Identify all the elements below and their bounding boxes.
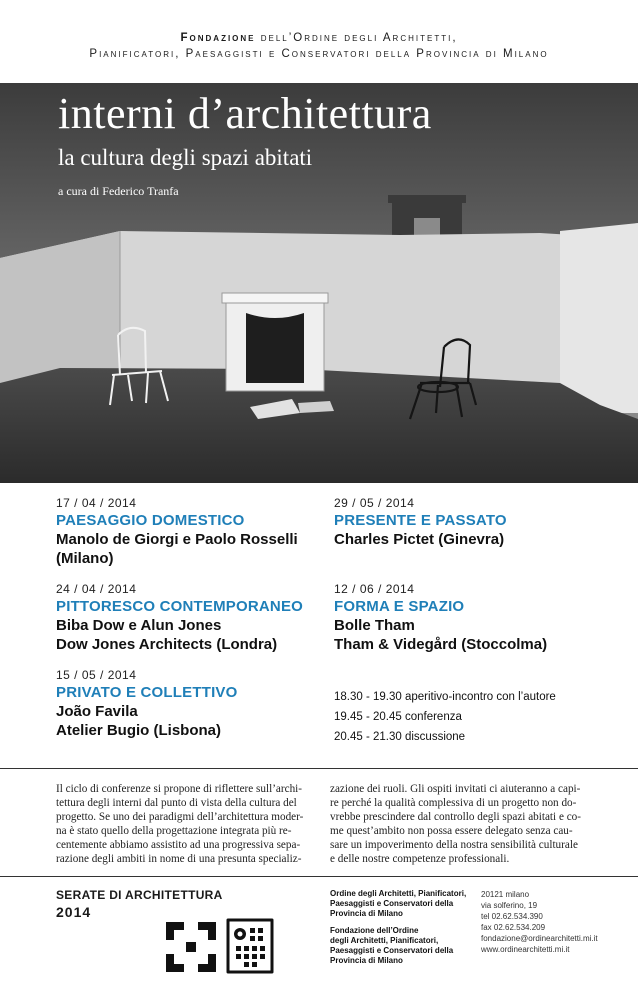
description-line: sare un impoverimento della nostra sensibilità culturale (330, 839, 578, 852)
footer-rule (0, 876, 638, 877)
event-item (334, 582, 547, 655)
fondazione-logo-icon (226, 918, 274, 974)
contact-city: 20121 milano (481, 890, 530, 899)
description-column-right (330, 782, 602, 867)
event-topic: PRESENTE E PASSATO (334, 512, 507, 529)
header-line-2: Pianificatori, Paesaggisti e Conservatori della Provincia di Milano (89, 48, 549, 60)
event-date: 15 / 05 / 2014 (56, 668, 137, 682)
event-topic: FORMA E SPAZIO (334, 598, 465, 615)
hero-photo (0, 83, 638, 483)
description-line: re perché la qualità complessiva di un progetto non do- (330, 797, 577, 810)
rooftop-photo-illustration (0, 83, 638, 483)
org-line: Paesaggisti e Conservatori della (330, 946, 454, 955)
description-column-left (56, 782, 328, 867)
description-line: na è stato quello della progettazione integrata più re- (56, 825, 292, 838)
description-line: Il ciclo di conferenze si propone di riflettere sull’archi- (56, 783, 303, 795)
ordine-name (330, 889, 466, 919)
header-line-1-rest: dell’Ordine degli Architetti, (255, 32, 458, 44)
curator-credit: a cura di Federico Tranfa (58, 184, 179, 198)
event-speaker: Biba Dow e Alun Jones (56, 617, 222, 634)
org-line: Provincia di Milano (330, 909, 403, 918)
divider-rule (0, 768, 638, 769)
event-speaker: Dow Jones Architects (Londra) (56, 636, 278, 653)
event-item (56, 668, 238, 741)
event-date: 12 / 06 / 2014 (334, 582, 415, 596)
event-speaker: Bolle Tham (334, 617, 415, 634)
org-line: Provincia di Milano (330, 956, 403, 965)
description-line: me quest’ambito non possa essere delegato senza cau- (330, 825, 573, 838)
event-topic: PITTORESCO CONTEMPORANEO (56, 598, 304, 615)
description-line: e delle nostre competenze professionali. (330, 853, 510, 866)
ordine-logo-icon (166, 922, 216, 972)
series-year: 2014 (56, 904, 92, 920)
org-line: Ordine degli Architetti, Pianificatori, (330, 889, 467, 898)
schedule-discussione: 20.45 - 21.30 discussione (334, 731, 466, 743)
description-line: centemente abbiamo assistito ad una progressiva sepa- (56, 839, 301, 852)
fondazione-name (330, 926, 453, 966)
event-item (56, 582, 303, 655)
fireplace (222, 293, 328, 391)
contact-address: via solferino, 19 (481, 901, 538, 910)
event-item (334, 496, 507, 550)
event-speaker: Tham & Videgård (Stoccolma) (334, 636, 548, 653)
description-line: tettura degli interni dal punto di vista della cultura del (56, 797, 297, 810)
event-topic: PRIVATO E COLLETTIVO (56, 684, 238, 701)
event-date: 24 / 04 / 2014 (56, 582, 137, 596)
series-label: SERATE DI ARCHITETTURA (56, 888, 223, 902)
contact-website-link[interactable]: www.ordinearchitetti.mi.it (481, 945, 570, 954)
event-speaker: Atelier Bugio (Lisbona) (56, 722, 221, 739)
event-subtitle: la cultura degli spazi abitati (58, 145, 313, 170)
description-line: progetto. Se uno dei paradigmi dell’architettura moder- (56, 811, 304, 824)
event-speaker: Charles Pictet (Ginevra) (334, 531, 505, 548)
event-item (56, 496, 298, 569)
event-speaker: Manolo de Giorgi e Paolo Rosselli (56, 531, 298, 548)
description-line: zazione dei ruoli. Gli ospiti invitati ci aiuteranno a capi- (330, 783, 581, 795)
contact-fax: fax 02.62.534.209 (481, 923, 546, 932)
contact-email-link[interactable]: fondazione@ordinearchitetti.mi.it (481, 934, 598, 943)
description-line: vrebbe prescindere dal controllo degli spazi abitati e co- (330, 811, 581, 824)
org-line: Fondazione dell’Ordine (330, 926, 419, 935)
header-foundation-word: Fondazione (180, 32, 256, 44)
schedule-conferenza: 19.45 - 20.45 conferenza (334, 711, 462, 723)
header-line-1 (0, 32, 638, 44)
event-date: 17 / 04 / 2014 (56, 496, 137, 510)
contact-info (481, 889, 598, 955)
event-speaker: (Milano) (56, 550, 114, 567)
event-topic: PAESAGGIO DOMESTICO (56, 512, 245, 529)
event-date: 29 / 05 / 2014 (334, 496, 415, 510)
description-line: razione degli ambiti in nome di una presunta specializ- (56, 853, 302, 866)
foundation-header (0, 0, 638, 80)
contact-tel: tel 02.62.534.390 (481, 912, 543, 921)
org-line: degli Architetti, Pianificatori, (330, 936, 439, 945)
org-line: Paesaggisti e Conservatori della (330, 899, 454, 908)
event-title: interni d’architettura (58, 89, 432, 138)
schedule-aperitivo: 18.30 - 19.30 aperitivo-incontro con l’autore (334, 691, 556, 703)
event-speaker: João Favila (56, 703, 138, 720)
triumphal-arch-silhouette (388, 195, 466, 241)
